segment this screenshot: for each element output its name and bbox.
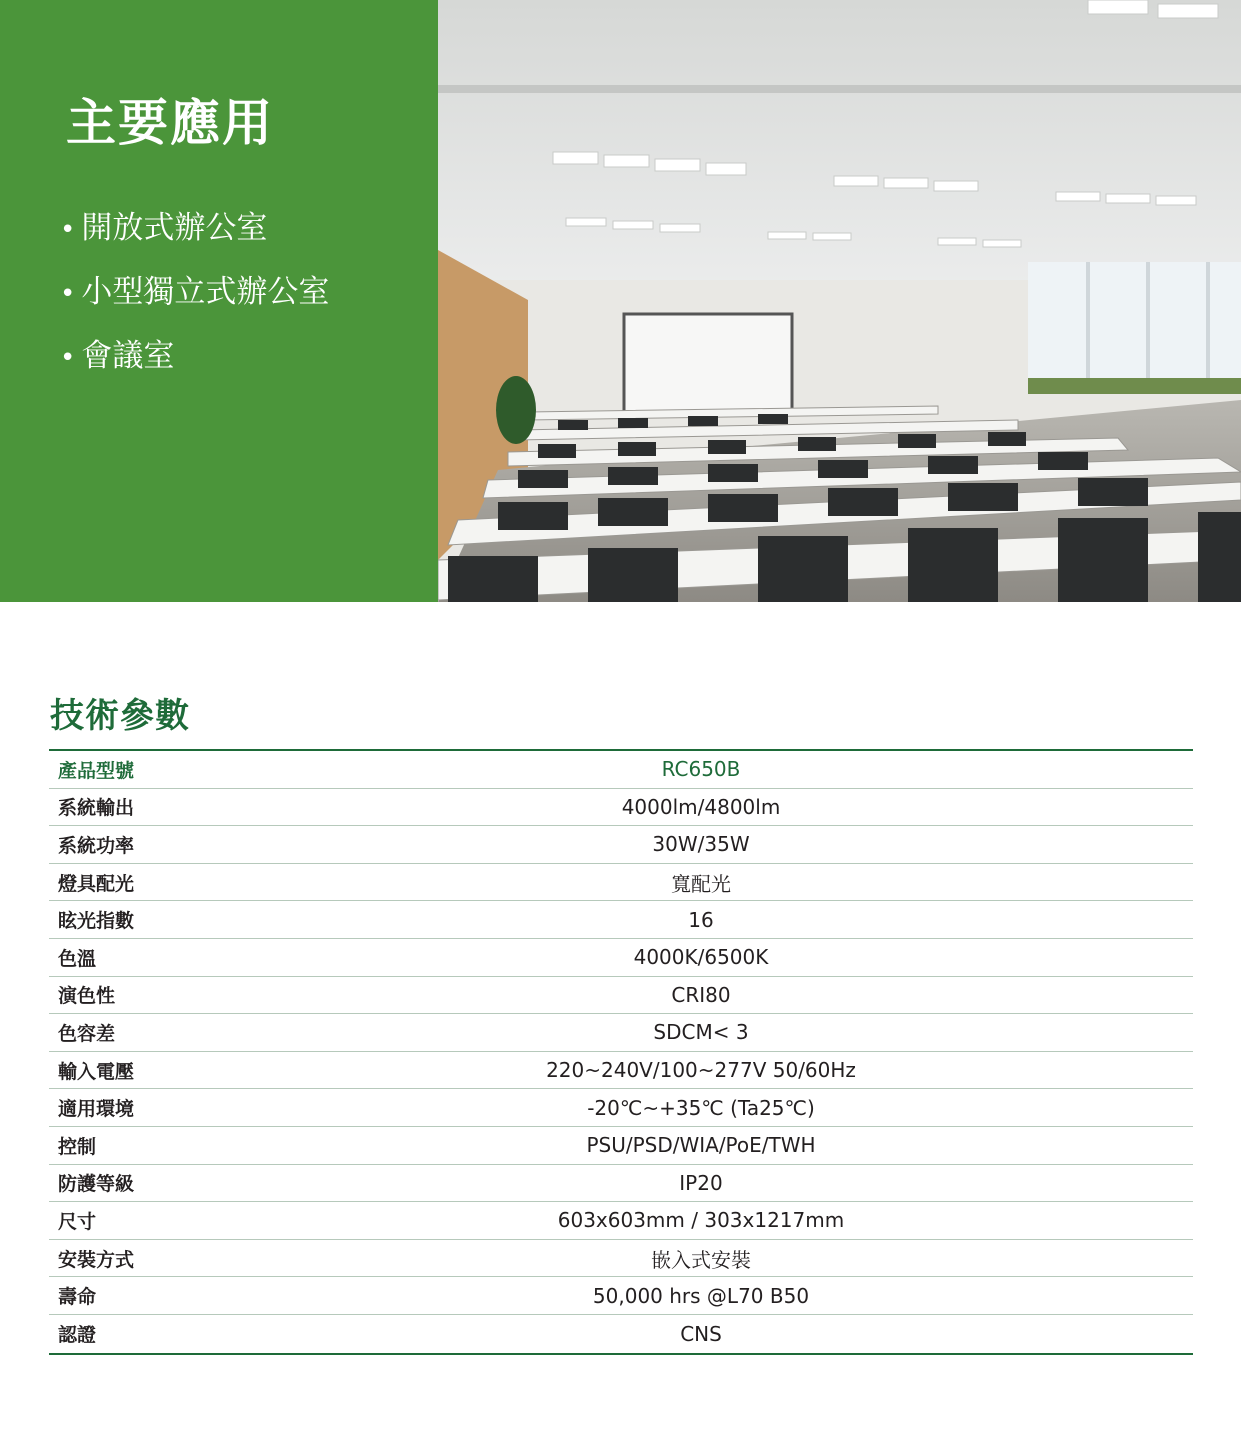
table-row [49, 826, 1193, 864]
spec-label: 防護等級 [58, 1173, 135, 1196]
table-row [49, 1315, 1193, 1353]
spec-value: 603x603mm / 303x1217mm [557, 1208, 845, 1233]
spec-label: 控制 [58, 1135, 97, 1158]
spec-value: SDCM< 3 [653, 1020, 749, 1045]
spec-table [49, 749, 1193, 1355]
list-item [60, 260, 329, 324]
application-label: 開放式辦公室 [81, 210, 268, 246]
table-row [49, 1127, 1193, 1165]
spec-label: 色溫 [58, 947, 97, 970]
table-row [49, 864, 1193, 902]
spec-value: 220~240V/100~277V 50/60Hz [546, 1058, 856, 1083]
spec-section-title: 技術參數 [50, 696, 190, 736]
spec-label: 適用環境 [58, 1098, 135, 1121]
spec-label: 系統輸出 [58, 797, 135, 820]
spec-value: IP20 [679, 1170, 723, 1195]
spec-value: 50,000 hrs @L70 B50 [592, 1283, 810, 1308]
list-item [60, 324, 329, 388]
spec-label: 壽命 [58, 1286, 97, 1309]
spec-label: 系統功率 [58, 834, 135, 857]
spec-label: 安裝方式 [58, 1248, 135, 1271]
spec-value: 寬配光 [671, 871, 731, 896]
list-item [60, 196, 329, 260]
table-row [49, 1052, 1193, 1090]
spec-value: -20℃~+35℃ (Ta25℃) [587, 1095, 815, 1120]
table-row [49, 1240, 1193, 1278]
conference-room-illustration [438, 0, 1241, 602]
application-label: 會議室 [81, 338, 175, 374]
conference-room-photo [438, 0, 1241, 602]
spec-value: RC650B [661, 757, 741, 782]
bullet-icon: • [60, 215, 76, 245]
spec-label: 尺寸 [58, 1210, 97, 1233]
table-row [49, 789, 1193, 827]
spec-value: 30W/35W [652, 832, 750, 857]
table-row [49, 1089, 1193, 1127]
table-row [49, 1014, 1193, 1052]
hero-title: 主要應用 [66, 94, 274, 152]
table-row [49, 901, 1193, 939]
spec-label: 輸入電壓 [58, 1060, 135, 1083]
spec-value: 4000K/6500K [633, 945, 769, 970]
spec-value: 嵌入式安裝 [651, 1247, 751, 1272]
spec-value: CRI80 [671, 982, 731, 1007]
spec-label: 燈具配光 [58, 872, 135, 895]
table-row [49, 751, 1193, 789]
spec-value: 4000lm/4800lm [621, 794, 781, 819]
table-row [49, 939, 1193, 977]
bullet-icon: • [60, 343, 76, 373]
spec-value: CNS [680, 1321, 722, 1346]
application-list [60, 196, 329, 388]
spec-label: 色容差 [58, 1022, 116, 1045]
table-row [49, 977, 1193, 1015]
spec-value: PSU/PSD/WIA/PoE/TWH [586, 1133, 816, 1158]
spec-label: 認證 [58, 1324, 97, 1347]
application-label: 小型獨立式辦公室 [81, 274, 330, 310]
spec-value: 16 [688, 907, 714, 932]
table-row [49, 1277, 1193, 1315]
spec-label: 演色性 [58, 985, 116, 1008]
hero-panel [0, 0, 438, 602]
spec-label: 產品型號 [58, 759, 135, 782]
spec-label: 眩光指數 [58, 910, 135, 933]
bullet-icon: • [60, 279, 76, 309]
table-row [49, 1202, 1193, 1240]
table-row [49, 1165, 1193, 1203]
